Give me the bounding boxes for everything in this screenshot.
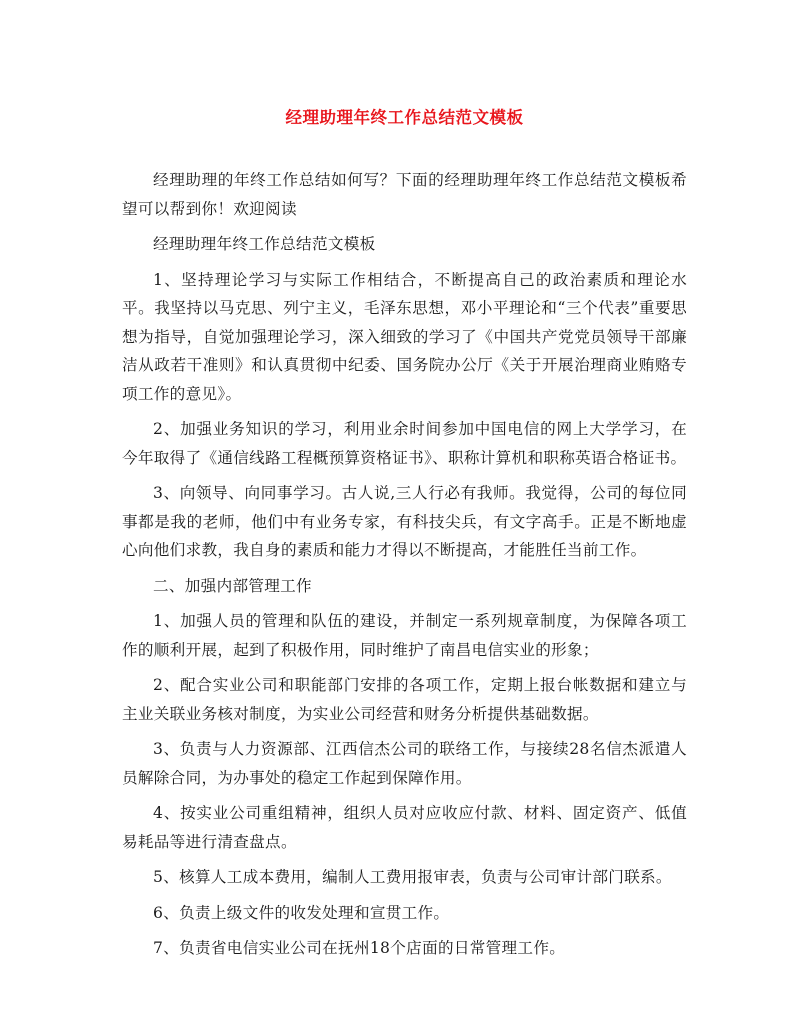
paragraph-inventory-check: 4、按实业公司重组精神，组织人员对应收应付款、材料、固定资产、低值易耗品等进行清查盘点。 xyxy=(122,804,687,851)
paragraph-store-management: 7、负责省电信实业公司在抚州18个店面的日常管理工作。 xyxy=(153,939,566,957)
section-heading-template: 经理助理年终工作总结范文模板 xyxy=(153,235,376,253)
paragraph-cost-accounting: 5、核算人工成本费用，编制人工费用报审表，负责与公司审计部门联系。 xyxy=(153,868,672,886)
intro-paragraph: 经理助理的年终工作总结如何写？下面的经理助理年终工作总结范文模板希望可以帮到你！欢迎阅读 xyxy=(122,171,687,218)
section-heading-internal-management: 二、加强内部管理工作 xyxy=(153,576,312,595)
paragraph-hr-liaison: 3、负责与人力资源部、江西信杰公司的联络工作，与接续28名信杰派遣人员解除合同，为办事处的稳定工作起到保障作用。 xyxy=(122,740,687,787)
paragraph-learn-from-colleagues: 3、向领导、向同事学习。古人说,三人行必有我师。我觉得，公司的每位同事都是我的老师，他们中有业务专家，有科技尖兵，有文字高手。正是不断地虚心向他们求教，我自身的素质和能力才得以不断提高，才能胜任当前工作。 xyxy=(122,484,687,559)
document-body xyxy=(122,166,687,970)
document-title: 经理助理年终工作总结范文模板 xyxy=(285,108,524,127)
paragraph-staff-management: 1、加强人员的管理和队伍的建设，并制定一系列规章制度，为保障各项工作的顺利开展，起到了积极作用，同时维护了南昌电信实业的形象； xyxy=(122,612,687,659)
paragraph-business-knowledge: 2、加强业务知识的学习，利用业余时间参加中国电信的网上大学学习，在今年取得了《通信线路工程概预算资格证书》、职称计算机和职称英语合格证书。 xyxy=(122,420,687,467)
paragraph-theory-study: 1、坚持理论学习与实际工作相结合，不断提高自己的政治素质和理论水平。我坚持以马克思、列宁主义，毛泽东思想，邓小平理论和“三个代表”重要思想为指导，自觉加强理论学习，深入细致的学习了《中国共产党党员领导干部廉洁从政若干准则》和认真贯彻中纪委、国务院办公厅《关于开展治理商业贿赂专项工作的意见》。 xyxy=(122,270,687,403)
paragraph-cooperation: 2、配合实业公司和职能部门安排的各项工作，定期上报台帐数据和建立与主业关联业务核对制度，为实业公司经营和财务分析提供基础数据。 xyxy=(122,676,687,723)
paragraph-document-handling: 6、负责上级文件的收发处理和宣贯工作。 xyxy=(153,903,450,922)
